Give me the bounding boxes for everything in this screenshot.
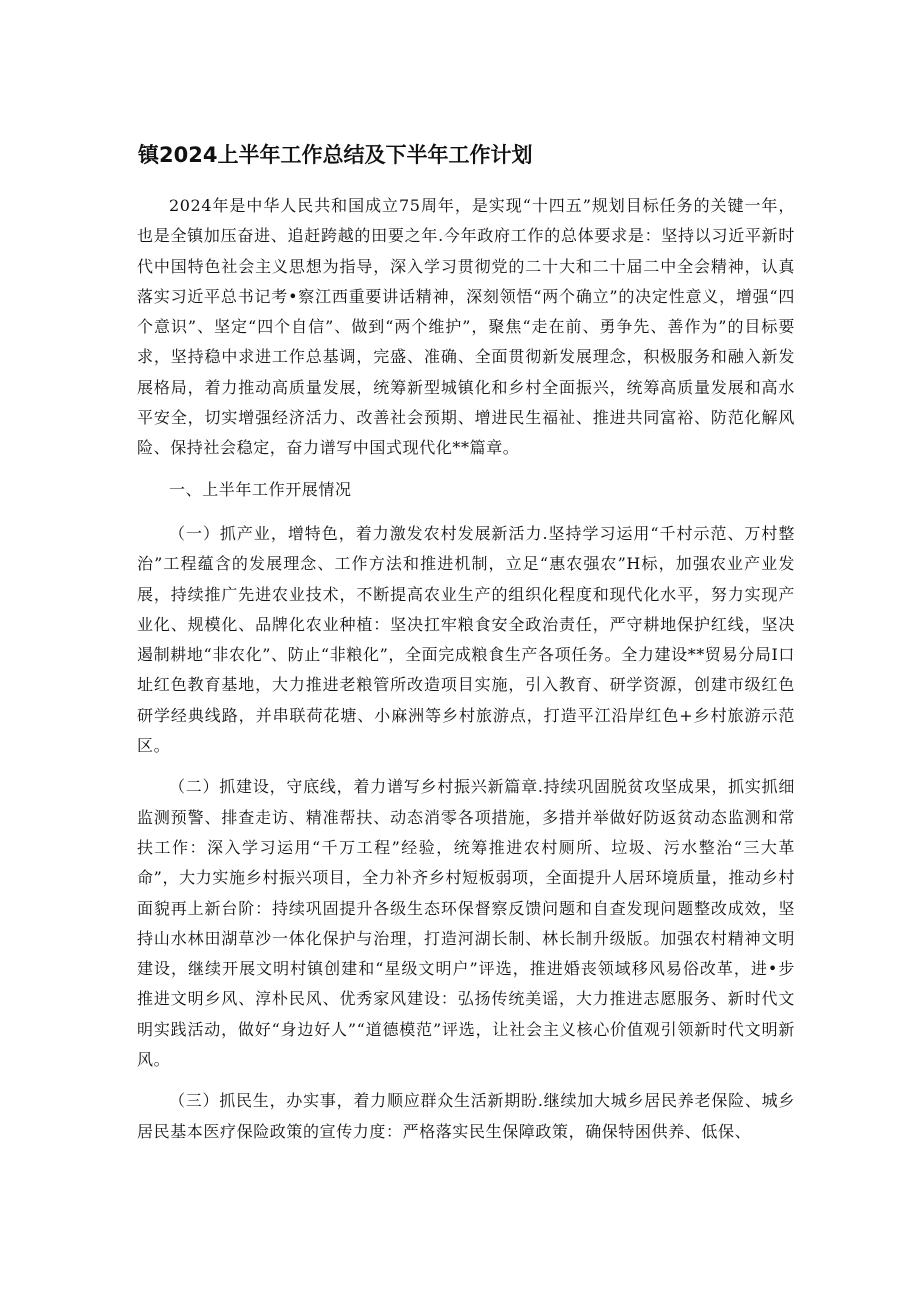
document-title: 镇2024上半年工作总结及下半年工作计划 [138, 143, 533, 167]
section-heading-first-half: 一、上半年工作开展情况 [169, 479, 352, 499]
intro-paragraph: 2024年是中华人民共和国成立75周年，是实现“十四五”规划目标任务的关键一年，也是全镇加压奋进、追赶跨越的田要之年.今年政府工作的总体要求是：坚持以习近平新时代中国特色社会主义思想为指导，深入学习贯彻党的二十大和二十届二中全会精神，认真落实习近平总书记考•察江西重要讲话精神，深刻领悟“两个确立”的决定性意义，增强“四个意识”、坚定“四个自信”、做到“两个维护”，聚焦“走在前、勇争先、善作为”的目标要求，坚持稳中求进工作总基调，完盛、准确、全面贯彻新发展理念，积极服务和融入新发展格局，着力推动高质量发展，统筹新型城镇化和乡村全面振兴，统筹高质量发展和高水平安全，切实增强经济活力、改善社会预期、增进民生福祉、推进共同富裕、防范化解风险、保持社会稳定，奋力谱写中国式现代化**篇章。 [137, 196, 795, 458]
paragraph-construction: （二）抓建设，守底线，着力谱写乡村振兴新篇章.持续巩固脱贫攻坚成果，抓实抓细监测预警、排查走访、精准帮扶、动态消零各项措施，多措并举做好防返贫动态监测和常扶工作：深入学习运用“千万工程”经验，统筹推进农村厕所、垃圾、污水整治“三大革命”，大力实施乡村振兴项目，全力补齐乡村短板弱项，全面提升人居环境质量，推动乡村面貌再上新台阶：持续巩固提升各级生态环保督察反馈问题和自查发现问题整改成效，坚持山水林田湖草沙一体化保护与治理，打造河湖长制、林长制升级版。加强农村精神文明建设，继续开展文明村镇创建和“星级文明户”评选，推进婚丧领域移风易俗改革，进•步推进文明乡风、淳朴民风、优秀家风建设：弘扬传统美谣，大力推进志愿服务、新时代文明实践活动，做好“身边好人”“道德模范”评选，让社会主义核心价值观引领新时代文明新风。 [137, 777, 795, 1070]
paragraph-industry: （一）抓产业，增特色，着力激发农村发展新活力.坚持学习运用“千村示范、万村整治”工程蕴含的发展理念、工作方法和推进机制，立足“惠农强农”H标，加强农业产业发展，持续推广先进农业技术，不断提高农业生产的组织化程度和现代化水平，努力实现产业化、规模化、品牌化农业种植：坚决扛牢粮食安全政治责任，严守耕地保护红线，坚决遏制耕地“非农化”、防止“非粮化”，全面完成粮食生产各项任务。全力建设**贸易分局I口址红色教育基地，大力推进老粮管所改造项目实施，引入教育、研学资源，创建市级红色研学经典线路，并串联荷花塘、小麻洲等乡村旅游点，打造平江沿岸红色+乡村旅游示范区。 [137, 523, 795, 756]
document-body [137, 191, 795, 1158]
paragraph-livelihood: （三）抓民生，办实事，着力顺应群众生活新期盼.继续加大城乡居民养老保险、城乡居民基本医疗保险政策的宣传力度：严格落实民生保障政策，确保特困供养、低保、 [137, 1091, 795, 1141]
